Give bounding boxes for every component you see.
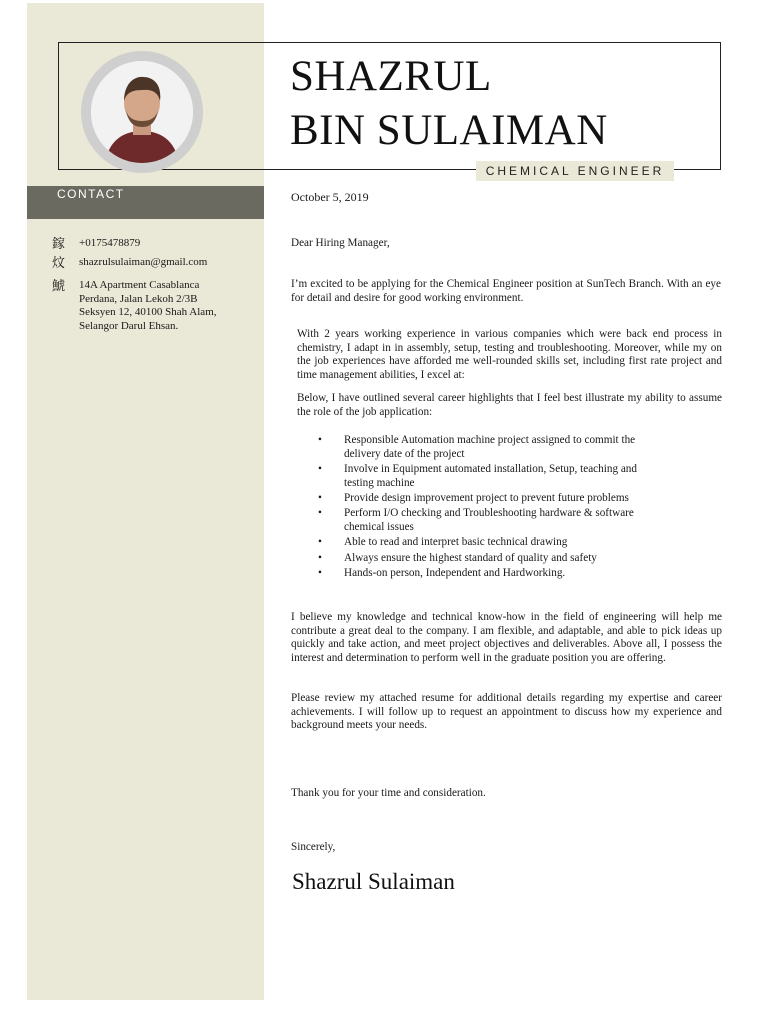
highlights-intro: Below, I have outlined several career highlights that I feel best illustrate my ability to assume the role of the job application: — [297, 392, 722, 418]
email-icon: 炆 — [52, 255, 66, 270]
experience-paragraph: With 2 years working experience in various companies which were back end process in chemistry, I adapt in in assembly, setup, testing and troubleshooting. Moreover, while my on the job experiences have afforded me well-rounded skills set, including first rate project and time management abilities, I excel at: — [297, 328, 722, 381]
career-highlights-list — [316, 434, 656, 583]
address-line: Seksyen 12, 40100 Shah Alam, — [79, 306, 217, 318]
closing: Sincerely, — [291, 841, 336, 853]
name-line-1: SHAZRUL — [290, 53, 492, 100]
email-address: shazrulsulaiman@gmail.com — [79, 256, 208, 268]
intro-paragraph: I’m excited to be applying for the Chemical Engineer position at SunTech Branch. With an eye for detail and desire for good working environment. — [291, 278, 721, 304]
salutation: Dear Hiring Manager, — [291, 237, 390, 249]
contact-section-title: CONTACT — [57, 187, 125, 201]
address-icon: 鯱 — [52, 278, 66, 293]
phone-icon: 鎵 — [52, 236, 66, 251]
address-line: Perdana, Jalan Lekoh 2/3B — [79, 292, 198, 305]
profile-photo — [91, 61, 193, 163]
list-item: • Perform I/O checking and Troubleshooting hardware & software chemical issues — [318, 507, 634, 533]
thanks-line: Thank you for your time and consideration. — [291, 787, 486, 799]
list-item: • Provide design improvement project to prevent future problems — [318, 491, 629, 504]
review-paragraph: Please review my attached resume for additional details regarding my expertise and career achievements. I will follow up to request an appointment to discuss how my experience and background meets your needs. — [291, 692, 722, 732]
list-item: • Involve in Equipment automated installation, Setup, teaching and testing machine — [318, 462, 637, 489]
person-portrait-icon — [91, 61, 193, 163]
phone-number: +0175478879 — [79, 237, 141, 249]
signature: Shazrul Sulaiman — [292, 869, 455, 894]
list-item: • Able to read and interpret basic technical drawing — [318, 536, 568, 549]
address — [79, 279, 239, 333]
candidate-name — [290, 50, 608, 158]
job-title: CHEMICAL ENGINEER — [476, 161, 674, 181]
list-item: • Always ensure the highest standard of quality and safety — [318, 551, 597, 564]
address-line: 14A Apartment Casablanca — [79, 279, 200, 291]
list-item: • Hands-on person, Independent and Hardworking. — [318, 567, 566, 580]
address-line: Selangor Darul Ehsan. — [79, 319, 179, 332]
list-item: • Responsible Automation machine project assigned to commit the delivery date of the project — [318, 434, 636, 460]
belief-paragraph: I believe my knowledge and technical know-how in the field of engineering will help me contribute a great deal to the company. I am flexible, and adaptable, and able to pick ideas up quickly and take action, and meet project objectives and deliverables. Above all, I possess the interest and determination to perform well in the graduate position you are offering. — [291, 611, 722, 664]
name-line-2: BIN SULAIMAN — [290, 107, 608, 154]
letter-date: October 5, 2019 — [291, 190, 369, 204]
